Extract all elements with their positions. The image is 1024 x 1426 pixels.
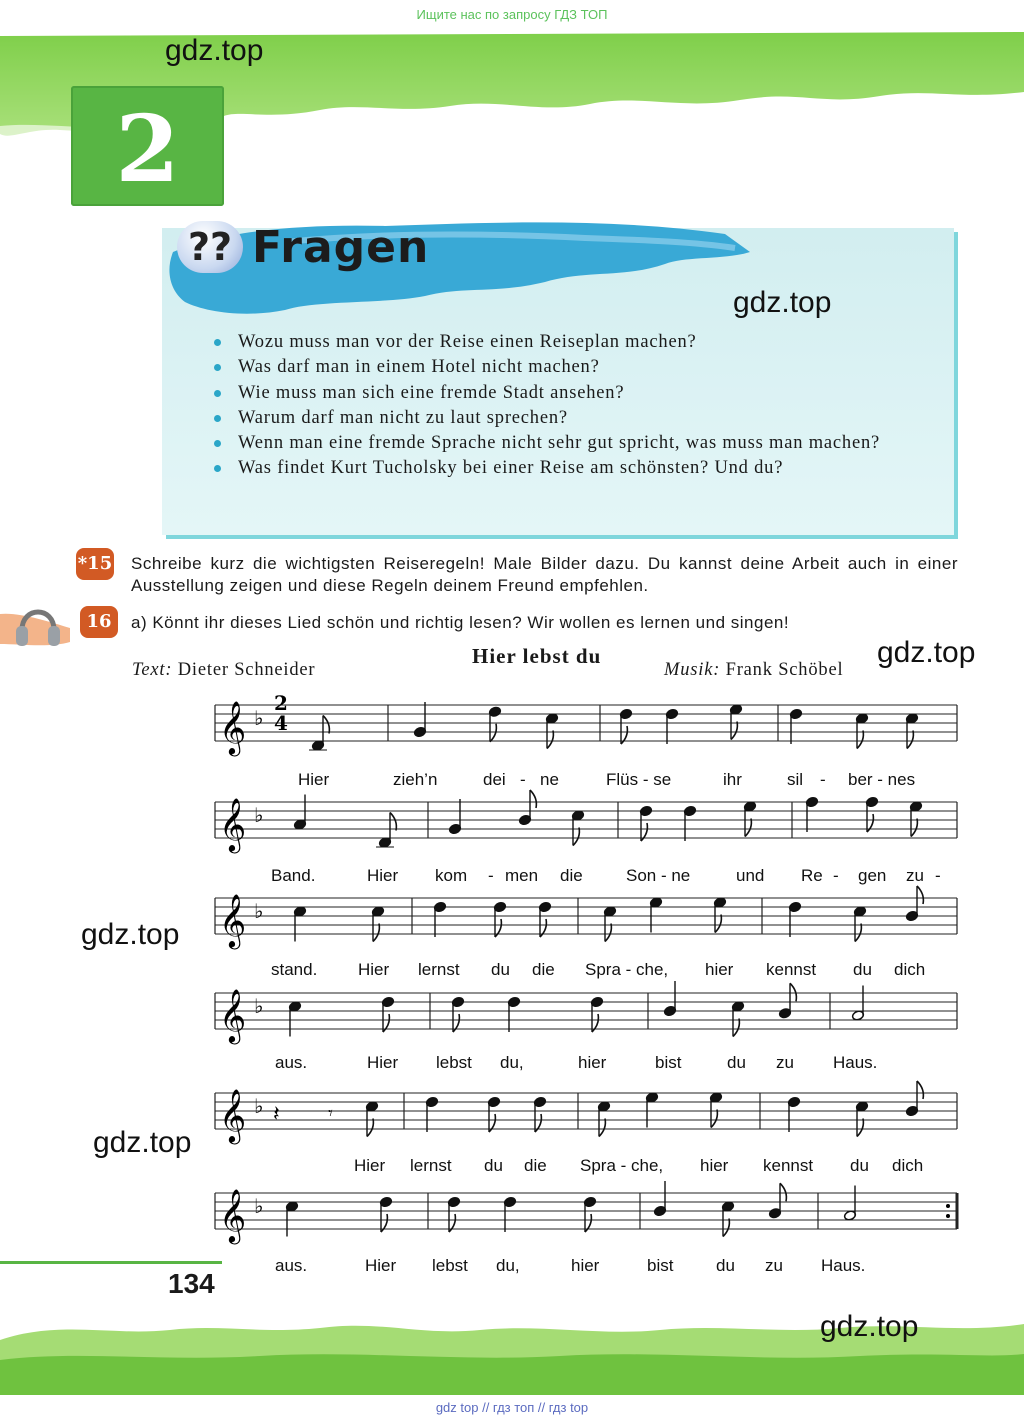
lyric-syllable: du [853,960,872,979]
lyric-syllable: ihr [723,770,742,789]
treble-clef-icon: 𝄞 [219,797,247,851]
note-flag [857,1119,863,1137]
treble-clef-icon: 𝄞 [219,700,247,754]
treble-clef-icon: 𝄞 [219,893,247,947]
lyric-syllable: du [491,960,510,979]
lyric-syllable: lernst [418,960,460,979]
question-marks-icon: ?? [177,221,243,273]
lyric-syllable: bist [647,1256,674,1275]
task-text-16: a) Könnt ihr dieses Lied schön und richtig lesen? Wir wollen es lernen und singen! [131,613,790,632]
lyric-syllable: - [488,866,494,885]
lyric-syllable: zu [906,866,924,885]
note-flag [715,915,721,933]
page-divider [0,1261,222,1264]
treble-clef-icon: 𝄞 [219,1088,247,1142]
note-flag [373,924,379,942]
watermark: gdz.top [877,636,976,669]
note-flag [917,886,923,904]
task-badge-16: 16 [80,606,118,638]
music-author: Frank Schöbel [725,660,844,680]
lyric-syllable: men [505,866,539,885]
lyric-syllable: du, [500,1053,524,1072]
lyric-syllable: Hier [365,1256,397,1275]
song-music-credit [664,660,843,681]
note-flag [857,731,863,749]
question-item: Was darf man in einem Hotel nicht machen? [210,355,930,380]
lyric-syllable: du [727,1053,746,1072]
chapter-number: 2 [115,95,180,203]
lyric-syllable: die [532,960,555,979]
section-title: Fragen [252,222,430,273]
lyric-syllable: kom [435,866,468,885]
repeat-dot [946,1214,950,1218]
lyric-syllable: lebst [436,1053,472,1072]
note-flag [530,790,536,808]
eighth-rest-icon: 𝄾 [328,1103,333,1124]
watermark: gdz.top [820,1310,919,1343]
page-number: 134 [168,1268,215,1299]
flat-sign-icon: ♭ [254,803,264,827]
text-label: Text: [132,660,173,680]
lyric-syllable: - [935,866,941,885]
lyric-syllable: ber - nes [848,770,916,789]
lyric-syllable: dich [894,960,926,979]
lyric-syllable: Haus. [833,1053,878,1072]
question-item: Was findet Kurt Tucholsky bei einer Reise am schönsten? Und du? [210,456,930,481]
note-flag [490,724,496,742]
lyric-syllable: Son - ne [626,866,691,885]
time-signature-bottom: 4 [274,711,288,735]
watermark: gdz.top [733,286,832,319]
lyric-syllable: Flüs - se [606,770,672,789]
note-flag [599,1119,605,1137]
lyric-syllable: aus. [275,1053,308,1072]
note-flag [907,731,913,749]
note-flag [733,1019,739,1037]
header-note: Ищите нас по запросу ГДЗ ТОП [416,7,608,22]
treble-clef-icon: 𝄞 [219,988,247,1042]
lyric-syllable: du [484,1156,503,1175]
lyric-syllable: du [850,1156,869,1175]
lyric-syllable: Re [801,866,823,885]
repeat-dot [946,1204,950,1208]
lyric-syllable: Hier [358,960,390,979]
note-flag [745,819,751,837]
lyric-syllable: kennst [766,960,817,979]
treble-clef-icon: 𝄞 [219,1188,247,1242]
text-author: Dieter Schneider [177,660,316,680]
footer-note: gdz top // гдз топ // гдз top [435,1400,589,1415]
lyric-syllable: du, [496,1256,520,1275]
lyric-syllable: Hier [367,1053,399,1072]
note-flag [573,828,579,846]
lyric-syllable: hier [578,1053,607,1072]
lyric-syllable: - [833,866,839,885]
lyric-syllable: hier [705,960,734,979]
song-text-credit [132,660,315,681]
lyric-syllable: Spra - che, [585,960,669,979]
lyric-syllable: ne [540,770,559,789]
music-label: Musik: [664,660,721,680]
note-flag [731,722,737,740]
lyric-syllable: Hier [367,866,399,885]
lyric-syllable: lernst [410,1156,452,1175]
flat-sign-icon: ♭ [254,899,264,923]
lyric-syllable: zieh’n [393,770,438,789]
lyric-syllable: hier [700,1156,729,1175]
lyric-syllable: Hier [298,770,330,789]
flat-sign-icon: ♭ [254,706,264,730]
note-flag [547,731,553,749]
time-signature-top: 2 [274,691,288,715]
song-title: Hier lebst du [472,644,602,668]
lyric-syllable: zu [765,1256,783,1275]
lyric-syllable: die [560,866,583,885]
lyric-syllable: gen [858,866,887,885]
note-flag [790,983,796,1001]
watermark: gdz.top [81,918,180,951]
quarter-rest-icon: 𝄽 [273,1102,280,1127]
lyric-syllable: bist [655,1053,682,1072]
flat-sign-icon: ♭ [254,994,264,1018]
lyric-syllable: kennst [763,1156,814,1175]
note-flag [390,813,396,831]
headphones-icon [0,592,72,652]
lyric-syllable: Spra - che, [580,1156,664,1175]
note-flag [855,924,861,942]
note-flag [911,819,917,837]
lyric-syllable: stand. [271,960,318,979]
lyric-syllable: die [524,1156,547,1175]
lyric-syllable: zu [776,1053,794,1072]
lyric-syllable: dei [483,770,506,789]
note-flag [917,1081,923,1099]
flat-sign-icon: ♭ [254,1094,264,1118]
note-flag [323,716,329,734]
task-badge-15: *15 [76,548,114,580]
task-text-15: Schreibe kurz die wichtigsten Reiseregeln! Male Bilder dazu. Du kannst deine Arbeit auch in einer Ausstellung zeigen und diese Regeln deinem Freund empfehlen. [131,554,958,595]
lyric-syllable: Hier [354,1156,386,1175]
watermark: gdz.top [93,1126,192,1159]
lyric-syllable: du [716,1256,735,1275]
note-flag [605,924,611,942]
lyric-syllable: sil [787,770,804,789]
question-item: Wie muss man sich eine fremde Stadt ansehen? [210,381,930,406]
note-flag [711,1110,717,1128]
note-flag [780,1183,786,1201]
flat-sign-icon: ♭ [254,1194,264,1218]
note-flag [723,1219,729,1237]
lyric-syllable: - [820,770,826,789]
lyric-syllable: dich [892,1156,924,1175]
question-item: Wozu muss man vor der Reise einen Reiseplan machen? [210,330,930,355]
lyric-syllable: Haus. [821,1256,866,1275]
lyric-syllable: lebst [432,1256,468,1275]
lyric-syllable: hier [571,1256,600,1275]
watermark: gdz.top [165,34,264,67]
question-item: Warum darf man nicht zu laut sprechen? [210,406,930,431]
question-list [210,330,930,482]
question-item: Wenn man eine fremde Sprache nicht sehr gut spricht, was muss man machen? [210,431,930,456]
lyric-syllable: Band. [271,866,316,885]
lyric-syllable: aus. [275,1256,308,1275]
note-flag [367,1119,373,1137]
lyric-syllable: - [520,770,526,789]
lyric-syllable: und [736,866,765,885]
